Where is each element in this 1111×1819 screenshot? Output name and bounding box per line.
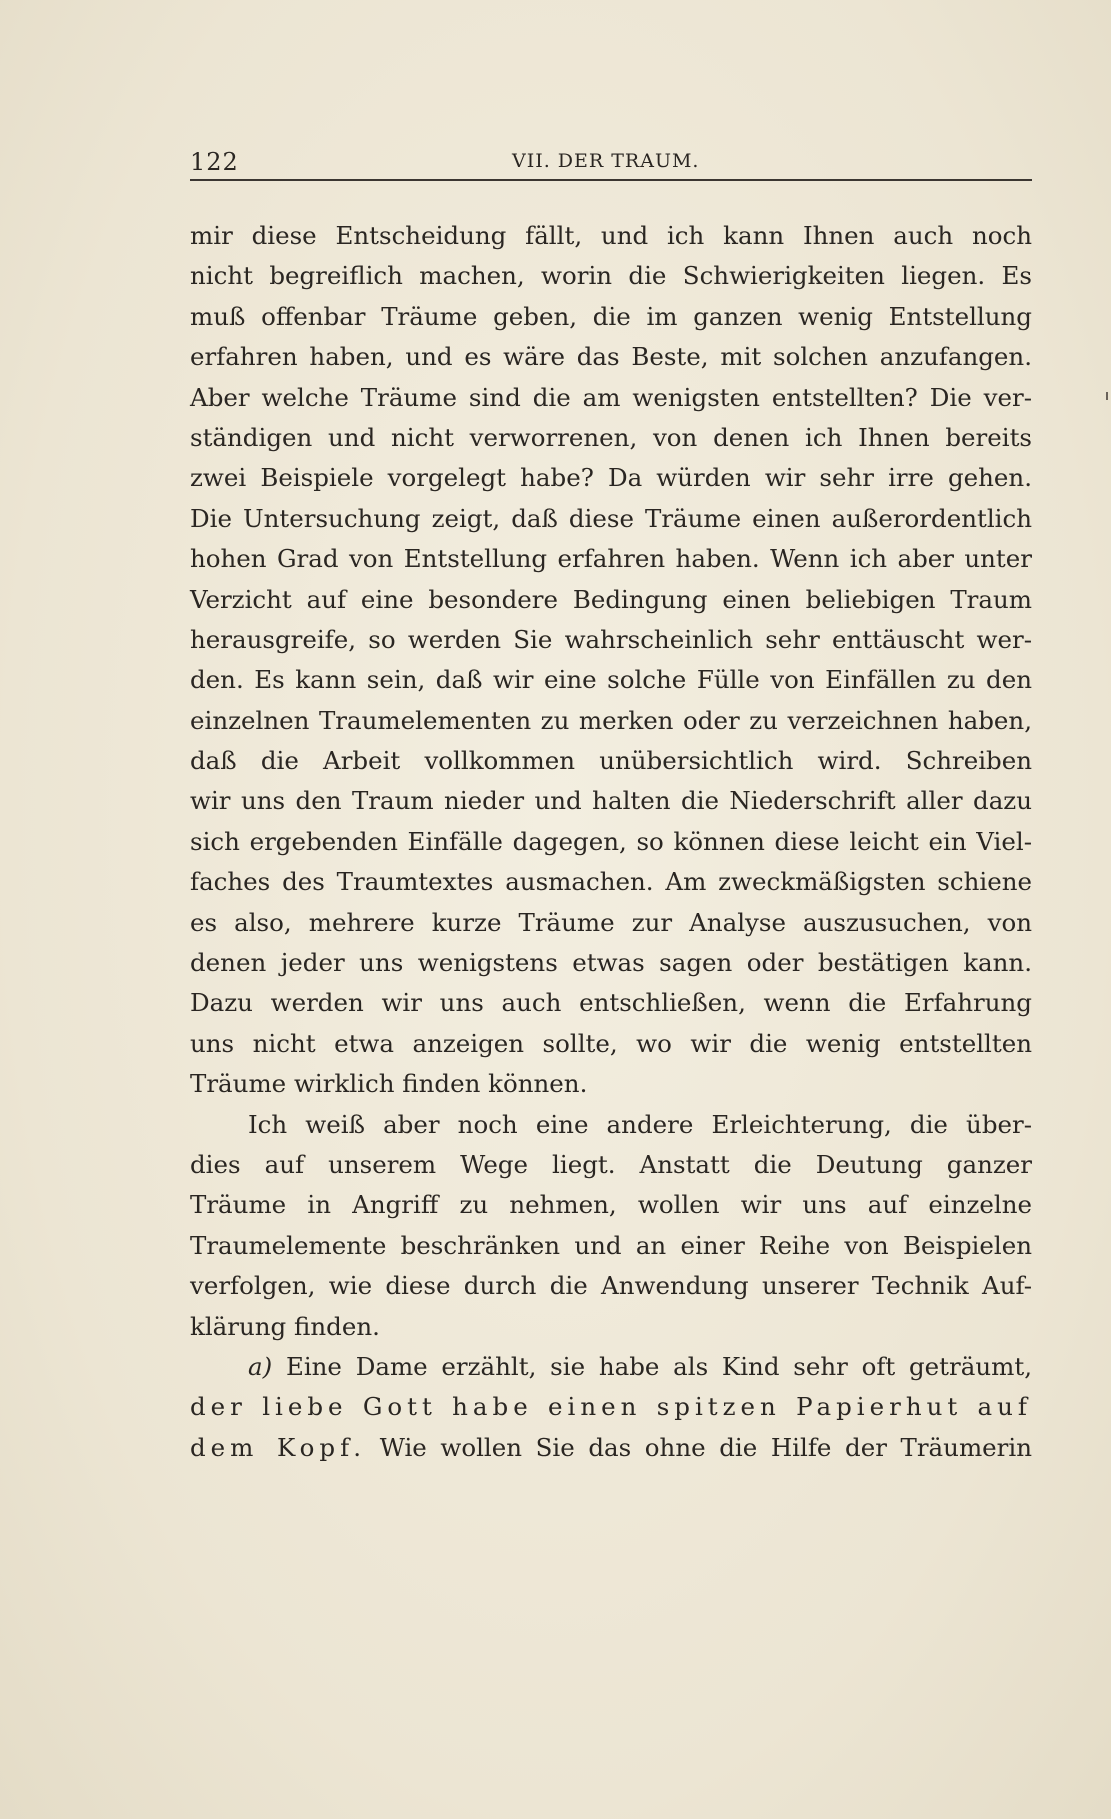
body-text: [190, 216, 1032, 1468]
margin-mark: [1106, 392, 1108, 400]
text-line: denen jeder uns wenigstens etwas sagen oder bestätigen kann.: [190, 948, 1032, 978]
text-line: Die Untersuchung zeigt, daß diese Träume einen außerordentlich: [190, 503, 1032, 533]
text-line: verfolgen, wie diese durch die Anwendung unserer Technik Auf-: [190, 1271, 1032, 1301]
text-line: wir uns den Traum nieder und halten die Niederschrift aller dazu: [190, 786, 1032, 816]
text-line: erfahren haben, und es wäre das Beste, mit solchen anzufangen.: [190, 342, 1032, 372]
text-line: nicht begreiflich machen, worin die Schwierigkeiten liegen. Es: [190, 261, 1032, 291]
example-line: [190, 1428, 1032, 1468]
text-line: Dazu werden wir uns auch entschließen, wenn die Erfahrung: [190, 988, 1032, 1018]
running-head: VII. DER TRAUM.: [512, 150, 700, 172]
text-line: es also, mehrere kurze Träume zur Analyse auszusuchen, von: [190, 907, 1032, 937]
example-marker: a): [248, 1351, 273, 1381]
header-rule: [190, 179, 1032, 181]
text-line: den. Es kann sein, daß wir eine solche Fülle von Einfällen zu den: [190, 665, 1032, 695]
text-line: klärung finden.: [190, 1311, 380, 1341]
text-line: sich ergebenden Einfälle dagegen, so können diese leicht ein Viel-: [190, 826, 1032, 856]
text-line: ständigen und nicht verworrenen, von denen ich Ihnen bereits: [190, 422, 1032, 452]
text-line: mir diese Entscheidung fällt, und ich kann Ihnen auch noch: [190, 221, 1032, 250]
page-header: [190, 148, 1032, 176]
example-line-spaced: der liebe Gott habe einen spitzen Papierhut auf: [190, 1392, 1032, 1422]
text-line: muß offenbar Träume geben, die im ganzen wenig Entstellung: [190, 301, 1032, 331]
text-line: hohen Grad von Entstellung erfahren haben. Wenn ich aber unter: [190, 544, 1032, 574]
example-line: [190, 1347, 1032, 1387]
text-line: Aber welche Träume sind die am wenigsten entstellten? Die ver-: [190, 382, 1032, 412]
text-line: Verzicht auf eine besondere Bedingung einen beliebigen Traum: [190, 584, 1032, 614]
text-line: Ich weiß aber noch eine andere Erleichterung, die über-: [248, 1109, 1032, 1139]
example-spaced-text: dem Kopf.: [190, 1432, 367, 1462]
text-line: herausgreife, so werden Sie wahrscheinlich sehr enttäuscht wer-: [190, 624, 1032, 654]
text-line: dies auf unserem Wege liegt. Anstatt die Deutung ganzer: [190, 1149, 1032, 1179]
text-line: Träume wirklich finden können.: [190, 1069, 588, 1099]
text-line: einzelnen Traumelementen zu merken oder zu verzeichnen haben,: [190, 705, 1032, 735]
example-text: Eine Dame erzählt, sie habe als Kind sehr oft geträumt,: [285, 1351, 1032, 1381]
text-line: uns nicht etwa anzeigen sollte, wo wir die wenig entstellten: [190, 1028, 1032, 1058]
text-line: daß die Arbeit vollkommen unübersichtlich wird. Schreiben: [190, 746, 1032, 776]
example-text: Wie wollen Sie das ohne die Hilfe der Träumerin: [379, 1432, 1032, 1462]
page-number: 122: [190, 148, 239, 176]
text-line: Traumelemente beschränken und an einer Reihe von Beispielen: [190, 1230, 1032, 1260]
text-line: Träume in Angriff zu nehmen, wollen wir uns auf einzelne: [190, 1190, 1032, 1220]
text-line: zwei Beispiele vorgelegt habe? Da würden wir sehr irre gehen.: [190, 463, 1032, 493]
text-line: faches des Traumtextes ausmachen. Am zweckmäßigsten schiene: [190, 867, 1032, 897]
